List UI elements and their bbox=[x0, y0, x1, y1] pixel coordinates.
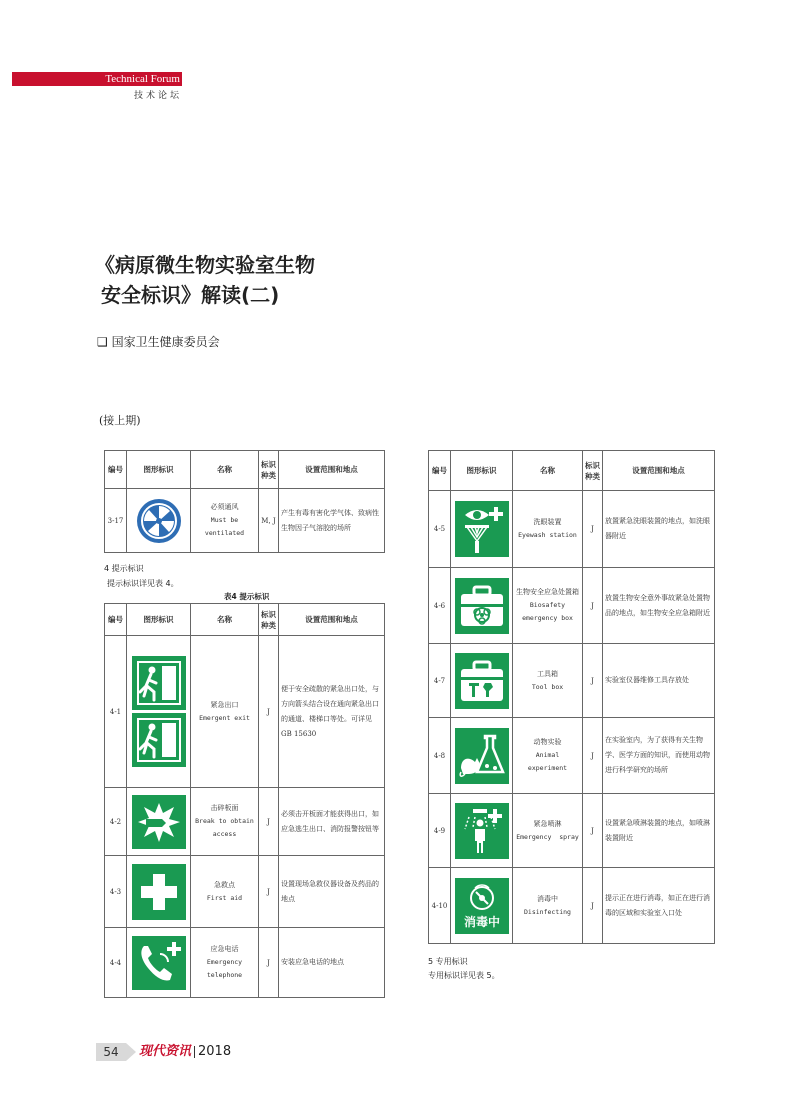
table-row bbox=[429, 644, 715, 718]
header-place: 设置范围和地点 bbox=[279, 604, 385, 636]
row-id: 4-8 bbox=[429, 718, 451, 794]
row-id: 4-9 bbox=[429, 794, 451, 868]
header-id: 编号 bbox=[429, 451, 451, 491]
row-type: J bbox=[583, 568, 603, 644]
section4-intro: 提示标识详见表 4。 bbox=[107, 579, 179, 588]
break-glass-icon bbox=[132, 795, 186, 849]
row-name: 洗眼装置 Eyewash station bbox=[513, 491, 583, 568]
table-row bbox=[429, 718, 715, 794]
row-place: 必须击开板面才能获得出口，如应急逃生出口、消防报警按钮等 bbox=[279, 788, 385, 856]
row-place: 提示正在进行消毒，如正在进行消毒的区域和实验室入口处 bbox=[603, 868, 715, 944]
header-type: 标识种类 bbox=[259, 604, 279, 636]
row-id: 3-17 bbox=[105, 489, 127, 553]
row-place: 放置生物安全意外事故紧急处置物品的地点，如生物安全应急箱附近 bbox=[603, 568, 715, 644]
header-id: 编号 bbox=[105, 604, 127, 636]
header-sign: 图形标识 bbox=[451, 451, 513, 491]
table-row bbox=[429, 794, 715, 868]
page-number-arrow bbox=[126, 1043, 136, 1061]
header-name: 名称 bbox=[191, 604, 259, 636]
table4-left bbox=[104, 603, 385, 998]
row-id: 4-3 bbox=[105, 856, 127, 928]
row-id: 4-5 bbox=[429, 491, 451, 568]
table-row bbox=[105, 636, 385, 788]
row-type: J bbox=[583, 644, 603, 718]
section-title-en: Technical Forum bbox=[105, 73, 180, 85]
header-sign: 图形标识 bbox=[127, 451, 191, 489]
row-place: 实验室仪器维修工具存放处 bbox=[603, 644, 715, 718]
row-sign bbox=[451, 868, 513, 944]
continued-note: (接上期) bbox=[99, 414, 141, 427]
author-marker: ❑ bbox=[97, 335, 108, 349]
row-sign bbox=[451, 794, 513, 868]
row-place: 放置紧急洗眼装置的地点，如洗眼器附近 bbox=[603, 491, 715, 568]
header-type: 标识种类 bbox=[583, 451, 603, 491]
article-title bbox=[95, 250, 315, 310]
row-place: 产生有毒有害化学气体、致病性生物因子气溶胶的场所 bbox=[279, 489, 385, 553]
table-row bbox=[105, 856, 385, 928]
emergency-phone-icon bbox=[132, 936, 186, 990]
row-type: J bbox=[583, 794, 603, 868]
row-type: J bbox=[259, 788, 279, 856]
row-name: 工具箱 Tool box bbox=[513, 644, 583, 718]
table-row bbox=[429, 568, 715, 644]
section4-heading: 4 提示标识 bbox=[104, 564, 144, 573]
row-sign bbox=[451, 491, 513, 568]
row-type: J bbox=[259, 636, 279, 788]
header-place: 设置范围和地点 bbox=[603, 451, 715, 491]
row-place: 设置现场急救仪器设备及药品的地点 bbox=[279, 856, 385, 928]
row-id: 4-10 bbox=[429, 868, 451, 944]
row-type: J bbox=[583, 718, 603, 794]
footer-divider bbox=[194, 1046, 195, 1058]
header-sign: 图形标识 bbox=[127, 604, 191, 636]
row-place: 便于安全疏散的紧急出口处，与方向箭头结合设在通向紧急出口的通道、楼梯口等处。可详见GB 15630 bbox=[279, 636, 385, 788]
row-sign bbox=[451, 644, 513, 718]
section5-intro: 专用标识详见表 5。 bbox=[428, 971, 500, 980]
row-place: 在实验室内，为了获得有关生物学、医学方面的知识，而使用动物进行科学研究的场所 bbox=[603, 718, 715, 794]
header-type: 标识种类 bbox=[259, 451, 279, 489]
row-name: 消毒中 Disinfecting bbox=[513, 868, 583, 944]
row-id: 4-6 bbox=[429, 568, 451, 644]
row-type: J bbox=[259, 928, 279, 998]
toolbox-icon bbox=[455, 653, 509, 709]
title-line-2: 安全标识》解读(二) bbox=[101, 283, 280, 307]
table4-caption: 表4 提示标识 bbox=[224, 592, 270, 601]
row-id: 4-4 bbox=[105, 928, 127, 998]
eyewash-icon bbox=[455, 501, 509, 557]
biosafety-box-icon bbox=[455, 578, 509, 634]
author-name: 国家卫生健康委员会 bbox=[111, 335, 220, 349]
row-sign bbox=[127, 788, 191, 856]
row-sign bbox=[127, 928, 191, 998]
row-name: 应急电话 Emergency telephone bbox=[191, 928, 259, 998]
table-row bbox=[429, 491, 715, 568]
table-row bbox=[429, 868, 715, 944]
magazine-name: 现代资讯 bbox=[139, 1044, 192, 1059]
section5-heading: 5 专用标识 bbox=[428, 957, 468, 966]
row-id: 4-1 bbox=[105, 636, 127, 788]
row-name: 必须通风 Must be ventilated bbox=[191, 489, 259, 553]
author bbox=[97, 333, 220, 350]
header-id: 编号 bbox=[105, 451, 127, 489]
row-place: 设置紧急喷淋装置的地点，如喷淋装置附近 bbox=[603, 794, 715, 868]
table-header-row bbox=[429, 451, 715, 491]
disinfecting-sign-text: 消毒中 bbox=[463, 914, 500, 929]
table-row bbox=[105, 788, 385, 856]
row-type: M, J bbox=[259, 489, 279, 553]
row-name: 生物安全应急处置箱 Biosafety emergency box bbox=[513, 568, 583, 644]
row-sign bbox=[127, 856, 191, 928]
emergency-exit-icon bbox=[132, 713, 186, 767]
animal-experiment-icon bbox=[455, 728, 509, 784]
header-name: 名称 bbox=[513, 451, 583, 491]
header-name: 名称 bbox=[191, 451, 259, 489]
table-header-row bbox=[105, 451, 385, 489]
footer-year: 2018 bbox=[198, 1044, 232, 1059]
disinfecting-icon bbox=[455, 878, 509, 934]
emergency-shower-icon bbox=[455, 803, 509, 859]
page-number: 54 bbox=[96, 1043, 126, 1061]
table-prev bbox=[104, 450, 385, 553]
row-name: 紧急出口 Emergent exit bbox=[191, 636, 259, 788]
first-aid-icon bbox=[132, 864, 186, 920]
title-line-1: 《病原微生物实验室生物 bbox=[95, 253, 315, 277]
row-type: J bbox=[583, 868, 603, 944]
row-sign bbox=[451, 718, 513, 794]
section-title-cn: 技术论坛 bbox=[133, 91, 182, 101]
row-type: J bbox=[583, 491, 603, 568]
row-id: 4-2 bbox=[105, 788, 127, 856]
row-sign bbox=[127, 489, 191, 553]
row-name: 急救点 First aid bbox=[191, 856, 259, 928]
row-place: 安装应急电话的地点 bbox=[279, 928, 385, 998]
table4-right bbox=[428, 450, 715, 944]
ventilation-icon bbox=[136, 498, 182, 544]
row-name: 紧急喷淋 Emergency spray bbox=[513, 794, 583, 868]
row-sign bbox=[127, 636, 191, 788]
emergency-exit-icon bbox=[132, 656, 186, 710]
row-name: 击碎板面 Break to obtain access bbox=[191, 788, 259, 856]
header-place: 设置范围和地点 bbox=[279, 451, 385, 489]
row-type: J bbox=[259, 856, 279, 928]
table-header-row bbox=[105, 604, 385, 636]
row-id: 4-7 bbox=[429, 644, 451, 718]
row-name: 动物实验 Animal experiment bbox=[513, 718, 583, 794]
row-sign bbox=[451, 568, 513, 644]
table-row bbox=[105, 489, 385, 553]
table-row bbox=[105, 928, 385, 998]
